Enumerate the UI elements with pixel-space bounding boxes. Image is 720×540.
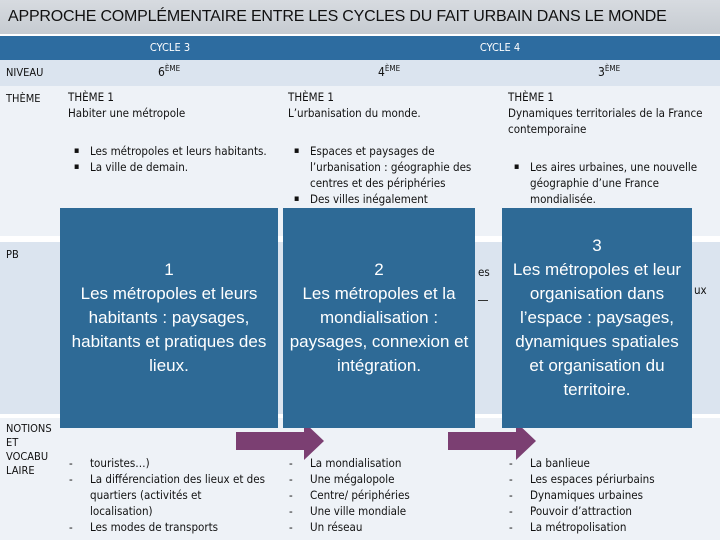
level-4 [378, 64, 400, 79]
level-3-suffix: ÈME [604, 64, 621, 73]
theme-3e-list [508, 159, 714, 207]
pb-4e-fragment: es [478, 265, 490, 279]
level-3-number: 3 [598, 65, 605, 79]
theme-label: THÈME [6, 92, 41, 105]
theme-4e-title: L’urbanisation du monde. [288, 106, 421, 120]
notion-item: - Un réseau [286, 519, 486, 535]
notion-item: - Les modes de transports [66, 519, 266, 535]
notion-item: - Une ville mondiale [286, 503, 486, 519]
notions-label-line: LAIRE [6, 464, 35, 477]
theme-6e-list [68, 143, 278, 175]
notion-item: - Pouvoir d’attraction [506, 503, 706, 519]
overlay-box-3-text: Les métropoles et leur organisation dans l’espace : paysages, dynamiques spatiales et organisation du territoire. [512, 260, 682, 399]
notions-label [6, 422, 52, 478]
notion-item: - La métropolisation [506, 519, 706, 535]
overlay-box-2 [283, 208, 475, 428]
notion-item: - Dynamiques urbaines [506, 487, 706, 503]
level-6-suffix: ÈME [164, 64, 181, 73]
overlay-box-1-number: 1 [164, 260, 174, 279]
level-3 [598, 64, 620, 79]
notions-label-line: VOCABU [6, 450, 49, 463]
cycle-3-header: CYCLE 3 [149, 41, 191, 54]
level-4-number: 4 [378, 65, 385, 79]
theme-3e-bullet: ▪ Les aires urbaines, une nouvelle géographie d’une France mondialisée. [508, 159, 714, 207]
pb-4e-fragment-line [478, 300, 488, 301]
overlay-box-3 [502, 208, 692, 428]
level-4-suffix: ÈME [384, 64, 401, 73]
theme-6e-title: Habiter une métropole [68, 106, 186, 120]
notion-item: - Les espaces périurbains [506, 471, 706, 487]
notion-item: - touristes…) [66, 455, 266, 471]
notion-item: - La banlieue [506, 455, 706, 471]
notion-item: - Centre/ périphéries [286, 487, 486, 503]
overlay-box-2-text: Les métropoles et la mondialisation : paysages, connexion et intégration. [289, 284, 469, 375]
theme-6e-bullet: ▪ La ville de demain. [68, 159, 278, 175]
theme-4e-bullet: ▪ Des villes inégalement [288, 191, 488, 207]
theme-3e-title: Dynamiques territoriales de la France contemporaine [508, 106, 703, 136]
pb-3e-fragment: ux [694, 283, 707, 297]
page-title: APPROCHE COMPLÉMENTAIRE ENTRE LES CYCLES DU FAIT URBAIN DANS LE MONDE [0, 0, 720, 34]
theme-6e-bullet: ▪ Les métropoles et leurs habitants. [68, 143, 278, 159]
notion-item: - La mondialisation [286, 455, 486, 471]
theme-cycle4-3e [508, 89, 714, 207]
overlay-box-1 [60, 208, 278, 428]
overlay-box-1-text: Les métropoles et leurs habitants : paysages, habitants et pratiques des lieux. [71, 284, 267, 375]
notions-6e-list [66, 455, 266, 535]
theme-4e-list [288, 143, 488, 207]
notions-label-line: NOTIONS [6, 422, 52, 435]
notions-label-line: ET [6, 436, 19, 449]
theme-4e-bullet: ▪ Espaces et paysages de l’urbanisation : géographie des centres et des périphéries [288, 143, 488, 191]
notions-3e-list [506, 455, 706, 535]
cycle-4-header: CYCLE 4 [479, 41, 521, 54]
overlay-box-3-number: 3 [592, 236, 602, 255]
theme-cycle4-4e [288, 89, 488, 207]
theme-cycle3-6e [68, 89, 278, 175]
notions-4e-list [286, 455, 486, 535]
notion-item: - Une mégalopole [286, 471, 486, 487]
pb-label: PB [6, 248, 19, 261]
level-6 [158, 64, 180, 79]
theme-6e-number: THÈME 1 [68, 90, 114, 104]
notion-item: - La différenciation des lieux et des quartiers (activités et localisation) [66, 471, 266, 519]
niveau-label: NIVEAU [6, 66, 44, 79]
overlay-box-2-number: 2 [374, 260, 384, 279]
theme-3e-number: THÈME 1 [508, 90, 554, 104]
level-6-number: 6 [158, 65, 165, 79]
theme-4e-number: THÈME 1 [288, 90, 334, 104]
